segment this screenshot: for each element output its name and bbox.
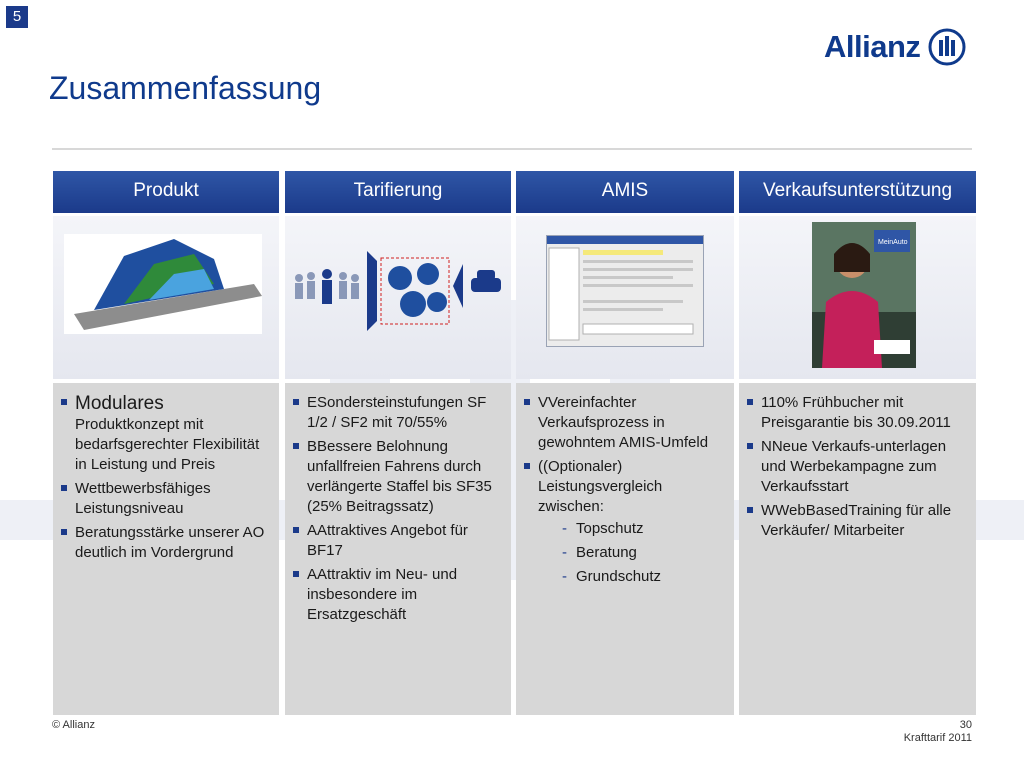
bullet-text: ESondersteinstufungen SF 1/2 / SF2 mit 70/55% bbox=[307, 394, 487, 431]
column-amis bbox=[516, 171, 734, 715]
title-divider bbox=[52, 148, 972, 150]
bullet-text: Produktkonzept mit bedarfsgerechter Flexibilität in Leistung und Preis bbox=[75, 416, 260, 473]
column-text-verkauf bbox=[739, 383, 976, 715]
amis-window-titlebar bbox=[547, 236, 703, 244]
logo-wordmark: Allianz bbox=[824, 29, 921, 64]
bullet-text: Beratungsstärke unserer AO deutlich im Vordergrund bbox=[75, 524, 265, 561]
slide-number-badge: 5 bbox=[6, 6, 28, 28]
amis-screenshot bbox=[546, 235, 704, 347]
bullet-text: Wettbewerbsfähiges Leistungsniveau bbox=[75, 480, 211, 517]
allianz-eagle-icon bbox=[928, 28, 966, 66]
sub-item: - Grundschutz bbox=[562, 567, 728, 587]
column-header: AMIS bbox=[516, 171, 734, 213]
column-tarifierung bbox=[285, 171, 511, 715]
column-header: Produkt bbox=[53, 171, 279, 213]
bullet-item bbox=[291, 393, 505, 433]
bullet-item bbox=[59, 393, 273, 475]
people-gears-car-graphic bbox=[285, 216, 511, 379]
sub-item: - Beratung bbox=[562, 543, 728, 563]
bullet-text: WWebBasedTraining für alle Verkäufer/ Mitarbeiter bbox=[761, 502, 952, 539]
column-text-tarifierung bbox=[285, 383, 511, 715]
amis-form-graphic bbox=[547, 244, 703, 346]
column-produkt bbox=[53, 171, 279, 715]
bullet-item bbox=[745, 501, 970, 541]
column-header: Verkaufsunterstützung bbox=[739, 171, 976, 213]
column-text-amis bbox=[516, 383, 734, 715]
bullet-text: ((Optionaler) Leistungsvergleich zwischen: bbox=[538, 458, 663, 515]
bullet-item bbox=[291, 437, 505, 517]
product-modules-graphic bbox=[64, 234, 262, 334]
sub-item: - Topschutz bbox=[562, 519, 728, 539]
bullet-text: NNeue Verkaufs-unterlagen und Werbekampagne zum Verkaufsstart bbox=[761, 438, 947, 495]
bullet-text: BBessere Belohnung unfallfreien Fahrens durch verlängerte Staffel bis SF35 (25% Beitragssatz) bbox=[307, 438, 492, 515]
brochure-illustration bbox=[739, 216, 976, 379]
tarif-illustration bbox=[285, 216, 511, 379]
bullet-item bbox=[59, 523, 273, 563]
brochure-title: MeinAuto bbox=[878, 239, 908, 246]
meinauto-brochure-image bbox=[812, 222, 916, 368]
footer-page-number: 30 bbox=[959, 719, 972, 731]
bullet-text: AAttraktives Angebot für BF17 bbox=[307, 522, 468, 559]
footer-document-name: Krafttarif 2011 bbox=[903, 732, 972, 744]
column-text-produkt bbox=[53, 383, 279, 715]
bullet-item bbox=[291, 521, 505, 561]
column-verkaufsunterstuetzung bbox=[739, 171, 976, 715]
bullet-item bbox=[745, 437, 970, 497]
bullet-text: VVereinfachter Verkaufsprozess in gewohntem AMIS-Umfeld bbox=[538, 394, 709, 451]
footer-copyright: © Allianz bbox=[52, 719, 95, 731]
bullet-text: 110% Frühbucher mit Preisgarantie bis 30.09.2011 bbox=[761, 394, 951, 431]
bullet-item bbox=[291, 565, 505, 625]
bullet-item bbox=[745, 393, 970, 433]
bullet-item bbox=[522, 393, 728, 453]
amis-screenshot-area bbox=[516, 216, 734, 379]
allianz-logo bbox=[824, 28, 966, 66]
bullet-lead: Modulares bbox=[75, 393, 164, 414]
bullet-item bbox=[522, 457, 728, 587]
bullet-text: AAttraktiv im Neu- und insbesondere im Ersatzgeschäft bbox=[307, 566, 458, 623]
page-title: Zusammenfassung bbox=[49, 70, 322, 106]
product-illustration bbox=[53, 216, 279, 379]
column-header: Tarifierung bbox=[285, 171, 511, 213]
bullet-item bbox=[59, 479, 273, 519]
